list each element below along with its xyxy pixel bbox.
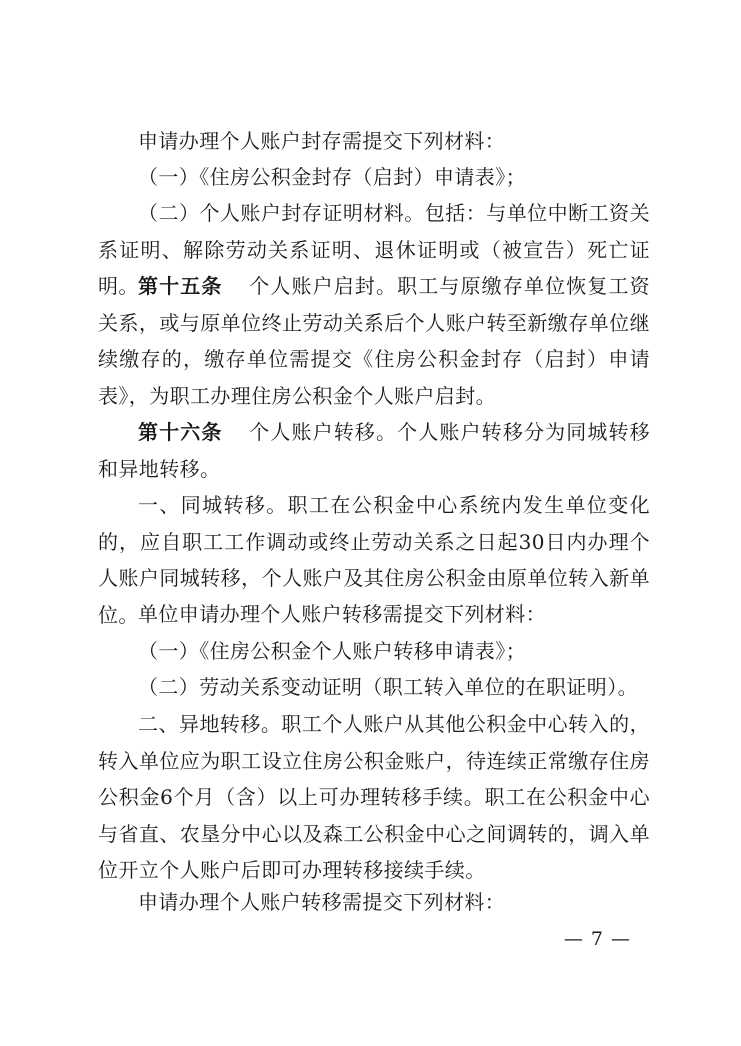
paragraph-seal-materials-intro: 申请办理个人账户封存需提交下列材料： <box>138 129 506 153</box>
article-15 <box>98 268 650 414</box>
paragraph-transfer-item-1: （一）《住房公积金个人账户转移申请表》； <box>138 639 526 663</box>
paragraph-transfer-item-2: （二）劳动关系变动证明（职工转入单位的在职证明）。 <box>138 675 638 699</box>
article-15-heading: 第十五条 <box>138 274 223 298</box>
page-number: — 7 — <box>563 928 631 950</box>
paragraph-same-city-transfer: 一、同城转移。职工在公积金中心系统内发生单位变化的，应自职工工作调动或终止劳动关系之日起30日内办理个人账户同城转移，个人账户及其住房公积金由原单位转入新单位。 <box>98 493 650 627</box>
paragraph-transfer-materials-intro: 单位申请办理个人账户转移需提交下列材料： <box>138 602 546 626</box>
paragraph-seal-item-1: （一）《住房公积金封存（启封）申请表》； <box>138 165 526 189</box>
paragraph-remote-materials-intro: 申请办理个人账户转移需提交下列材料： <box>138 890 506 914</box>
article-16-heading: 第十六条 <box>138 420 223 444</box>
paragraph-seal-item-2: （二）个人账户封存证明材料。包括：与单位中断工资关系证明、解除劳动关系证明、退休证明或（被宣告）死亡证明。 <box>98 201 650 298</box>
article-16 <box>98 414 650 487</box>
article-16-body: 个人账户转移。个人账户转移分为同城转移和异地转移。 <box>98 420 650 481</box>
paragraph-remote-transfer: 二、异地转移。职工个人账户从其他公积金中心转入的，转入单位应为职工设立住房公积金账户，待连续正常缴存住房公积金6个月（含）以上可办理转移手续。职工在公积金中心与省直、农垦分中心以及森工公积金中心之间调转的，调入单位开立个人账户后即可办理转移接续手续。 <box>98 712 650 882</box>
article-15-body: 个人账户启封。职工与原缴存单位恢复工资关系，或与原单位终止劳动关系后个人账户转至新缴存单位继续缴存的，缴存单位需提交《住房公积金封存（启封）申请表》，为职工办理住房公积金个人账户启封。 <box>98 274 650 408</box>
